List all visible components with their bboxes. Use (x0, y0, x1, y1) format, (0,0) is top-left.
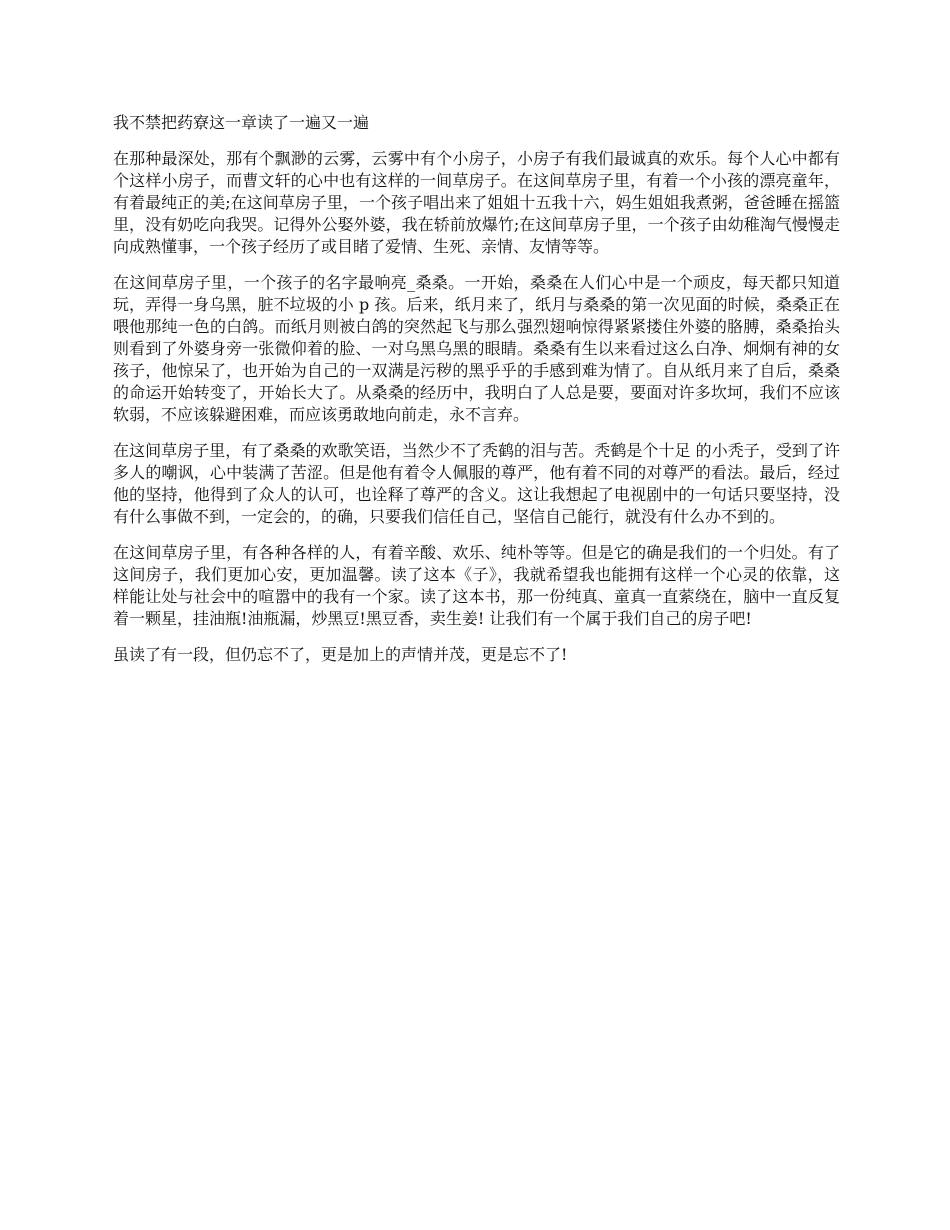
document-title: 我不禁把药寮这一章读了一遍又一遍 (113, 113, 370, 132)
paragraph-3: 在这间草房子里，有了桑桑的欢歌笑语，当然少不了秃鹤的泪与苦。秃鹤是个十足 的小秃子，受到了许多人的嘲讽，心中装满了苦涩。但是他有着令人佩服的尊严，他有着不同的对尊严的看法。最后，经过他的坚持，他得到了众人的认可，也诠释了尊严的含义。这让我想起了电视剧中的一句话只要坚持，没有什么事做不到，一定会的，的确，只要我们信任自己，坚信自己能行，就没有什么办不到的。 (113, 441, 840, 526)
paragraph-4: 在这间草房子里，有各种各样的人，有着辛酸、欢乐、纯朴等等。但是它的确是我们的一个归处。有了这间房子，我们更加心安，更加温馨。读了这本《子》，我就希望我也能拥有这样一个心灵的依靠，这样能让处与社会中的喧嚣中的我有一个家。读了这本书，那一份纯真、童真一直萦绕在，脑中一直反复着一颗星，挂油瓶!油瓶漏，炒黑豆!黑豆香，卖生姜! 让我们有一个属于我们自己的房子吧! (113, 543, 840, 628)
paragraph-5: 虽读了有一段，但仍忘不了，更是加上的声情并茂，更是忘不了! (113, 645, 568, 664)
paragraph-1: 在那种最深处，那有个飘渺的云雾，云雾中有个小房子，小房子有我们最诚真的欢乐。每个人心中都有个这样小房子，而曹文轩的心中也有这样的一间草房子。在这间草房子里，有着一个小孩的漂亮童年，有着最纯正的美;在这间草房子里，一个孩子唱出来了姐姐十五我十六，妈生姐姐我煮粥，爸爸睡在摇篮里，没有奶吃向我哭。记得外公娶外婆，我在轿前放爆竹;在这间草房子里，一个孩子由幼稚淘气慢慢走向成熟懂事，一个孩子经历了或目睹了爱情、生死、亲情、友情等等。 (113, 149, 840, 256)
paragraph-2: 在这间草房子里，一个孩子的名字最响亮_桑桑。一开始，桑桑在人们心中是一个顽皮，每天都只知道玩，弄得一身乌黑，脏不垃圾的小 p 孩。后来，纸月来了，纸月与桑桑的第一次见面的时候，桑桑正在喂他那纯一色的白鸽。而纸月则被白鸽的突然起飞与那么强烈翅响惊得紧紧搂住外婆的胳膊，桑桑抬头则看到了外婆身旁一张微仰着的脸、一对乌黑乌黑的眼睛。桑桑有生以来看过这么白净、炯炯有神的女孩子，他惊呆了，也开始为自己的一双满是污秽的黑乎乎的手感到难为情了。自从纸月来了自后，桑桑的命运开始转变了，开始长大了。从桑桑的经历中，我明白了人总是要，要面对许多坎坷，我们不应该软弱，不应该躲避困难，而应该勇敢地向前走，永不言弃。 (113, 273, 840, 424)
